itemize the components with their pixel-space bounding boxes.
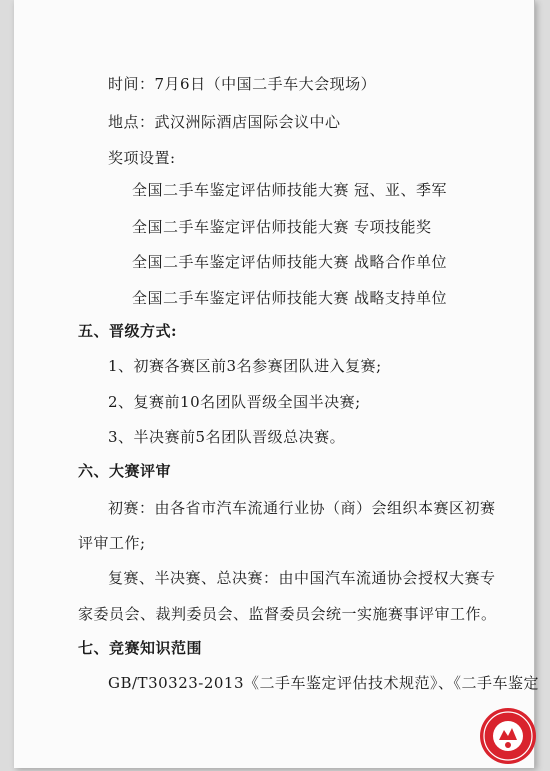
award-name: 全国二手车鉴定评估师技能大赛	[132, 289, 350, 307]
time-line: 时间：7月6日（中国二手车大会现场）	[108, 75, 377, 93]
section5-item: 1、初赛各赛区前3名参赛团队进入复赛;	[108, 357, 382, 375]
document-page	[14, 0, 540, 768]
award-prize: 战略合作单位	[354, 253, 448, 271]
award-name: 全国二手车鉴定评估师技能大赛	[132, 253, 350, 271]
section7-line: GB/T30323-2013《二手车鉴定评估技术规范》、《二手车鉴定	[108, 674, 540, 692]
section6-paragraph-line: 家委员会、裁判委员会、监督委员会统一实施赛事评审工作。	[78, 605, 497, 623]
section6-paragraph-line: 初赛：由各省市汽车流通行业协（商）会组织本赛区初赛	[108, 499, 496, 517]
place-line: 地点：武汉洲际酒店国际会议中心	[108, 113, 341, 131]
award-prize: 专项技能奖	[354, 218, 432, 236]
award-prize: 战略支持单位	[354, 289, 448, 307]
section5-item: 2、复赛前10名团队晋级全国半决赛;	[108, 393, 361, 411]
red-seal-logo-icon	[478, 706, 538, 766]
section5-item: 3、半决赛前5名团队晋级总决赛。	[108, 428, 346, 446]
award-prize: 冠、亚、季军	[354, 181, 448, 199]
award-name: 全国二手车鉴定评估师技能大赛	[132, 218, 350, 236]
section6-paragraph-line: 复赛、半决赛、总决赛：由中国汽车流通协会授权大赛专	[108, 569, 496, 587]
section5-heading: 五、晋级方式:	[78, 322, 178, 340]
award-name: 全国二手车鉴定评估师技能大赛	[132, 181, 350, 199]
awards-title: 奖项设置:	[108, 149, 176, 167]
section6-heading: 六、大赛评审	[78, 462, 172, 480]
section6-paragraph-line: 评审工作;	[78, 534, 146, 552]
section7-heading: 七、竞赛知识范围	[78, 639, 203, 657]
